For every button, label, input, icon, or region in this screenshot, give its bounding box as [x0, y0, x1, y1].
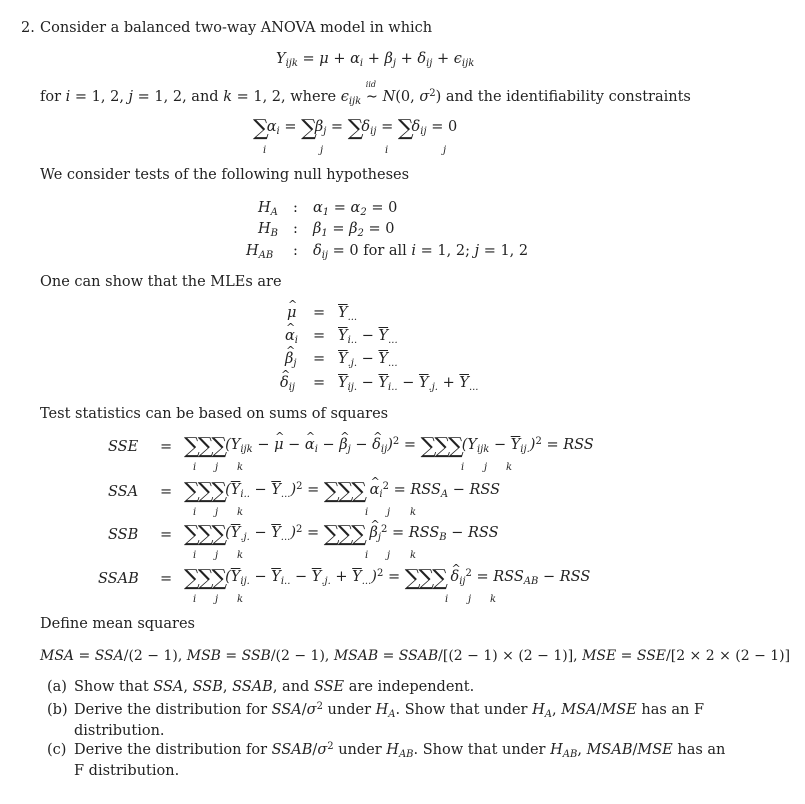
- ss-equals: =: [160, 439, 173, 455]
- hypothesis-name: $H_B$: [258, 221, 279, 239]
- mle-lhs: ^ $\delta_{ij}$: [280, 376, 295, 393]
- sum-index: i: [365, 507, 369, 518]
- ss-name: SSB: [108, 527, 139, 543]
- ss-equals: =: [160, 571, 173, 587]
- mle-rhs: $\overline{Y}_{...}$: [338, 305, 358, 323]
- sum-index: i: [193, 462, 197, 473]
- ss-expression: $\sum\sum\sum(\overline{Y}_{i..} - \overline{Y}_{...})^2$ = ∑∑∑ ^ $\alpha_i^2 = RSS_A$ − RSS: [184, 481, 500, 503]
- sum-index: j: [387, 550, 391, 561]
- ss-name: SSE: [108, 439, 139, 455]
- sum-index: j: [387, 507, 391, 518]
- part-text: Derive the distribution for SSA/$\sigma^2$ under $H_A$. Show that under $H_A$, MSA/MSE has an F distribution.: [74, 701, 705, 739]
- mle-lhs: ^ μ: [287, 306, 296, 321]
- sum-index: i: [263, 145, 267, 156]
- ss-name: SSA: [108, 484, 139, 500]
- hypothesis-name: $H_{AB}$: [246, 243, 274, 261]
- part-label: (a): [47, 679, 67, 695]
- model-equation: $Y_{ijk} = \mu + \alpha_i + \beta_j + \delta_{ij} + \epsilon_{ijk}$: [276, 51, 475, 69]
- mle-intro: One can show that the MLEs are: [40, 274, 282, 290]
- mle-equals: =: [313, 328, 326, 344]
- sum-index: i: [461, 462, 465, 473]
- part-label: (c): [47, 742, 67, 758]
- ss-expression: $\sum\sum\sum(Y_{ijk}$ − ^ μ − ^ $\alpha_i$ − ^ $\beta_j$ − ^ $\delta_{ij})^2 = \sum\sum\sum(Y_{ijk} - \overline{Y}_{ij.})^2$ = RSS: [184, 436, 594, 458]
- ss-name: SSAB: [98, 571, 139, 587]
- mean-squares-equation: MSA = SSA/(2 − 1), MSB = SSB/(2 − 1), MSAB = SSAB/[(2 − 1) × (2 − 1)], MSE = SSE/[2 × 2 × (2 − 1)]: [40, 648, 791, 664]
- ss-expression: $\sum\sum\sum(\overline{Y}_{ij.} - \overline{Y}_{i..} - \overline{Y}_{.j.} + \overline{Y}_{...})^2$ = ∑∑∑ ^ $\delta_{ij}^2 = RSS_{AB}$ − RSS: [184, 568, 590, 590]
- hypothesis-name: $H_A$: [258, 200, 278, 218]
- hypothesis-sep: :: [293, 243, 298, 259]
- sum-index: i: [385, 145, 389, 156]
- sum-index: k: [237, 462, 244, 473]
- sum-index: j: [320, 145, 324, 156]
- index-ranges-text: for i = 1, 2, j = 1, 2, and k = 1, 2, where $\epsilon_{ijk}$ iid ∼ N(0, $\sigma^2$) and the identifiability constraints: [40, 80, 691, 107]
- sum-index: j: [484, 462, 488, 473]
- part-text: Show that SSA, SSB, SSAB, and SSE are independent.: [74, 679, 475, 695]
- problem-number: 2.: [21, 20, 35, 36]
- sum-index: j: [215, 594, 219, 605]
- sum-index: i: [193, 507, 197, 518]
- hypothesis-statement: $\beta_1 = \beta_2 = 0$: [313, 221, 395, 239]
- ss-intro: Test statistics can be based on sums of squares: [40, 406, 389, 422]
- sum-index: j: [215, 550, 219, 561]
- sum-index: k: [237, 594, 244, 605]
- sum-index: k: [410, 507, 417, 518]
- hypothesis-statement: $\alpha_1 = \alpha_2 = 0$: [313, 200, 398, 218]
- mle-equals: =: [313, 305, 326, 321]
- mle-lhs: ^ $\alpha_i$: [285, 329, 298, 346]
- sum-index: i: [193, 594, 197, 605]
- sum-index: k: [237, 550, 244, 561]
- hypothesis-statement: $\delta_{ij} = 0$ for all i = 1, 2; j = 1, 2: [313, 243, 529, 261]
- sum-index: j: [468, 594, 472, 605]
- sum-index: k: [410, 550, 417, 561]
- sum-index: i: [365, 550, 369, 561]
- hypothesis-sep: :: [293, 200, 298, 216]
- constraints-equation: $\sum\alpha_i = \sum\beta_j = \sum\delta_{ij} = \sum\delta_{ij} = 0$: [253, 116, 458, 141]
- ss-equals: =: [160, 484, 173, 500]
- sum-index: j: [215, 507, 219, 518]
- mle-rhs: $\overline{Y}_{i..} - \overline{Y}_{...}$: [338, 328, 398, 346]
- part-label: (b): [47, 702, 68, 718]
- mle-equals: =: [313, 375, 326, 391]
- ss-equals: =: [160, 527, 173, 543]
- ss-expression: $\sum\sum\sum(\overline{Y}_{.j.} - \overline{Y}_{...})^2$ = ∑∑∑ ^ $\beta_j^2 = RSS_B$ − RSS: [184, 524, 499, 546]
- mle-lhs: ^ $\beta_j$: [285, 352, 297, 369]
- mle-equals: =: [313, 351, 326, 367]
- sum-index: j: [443, 145, 447, 156]
- ms-intro: Define mean squares: [40, 616, 195, 632]
- problem-intro: Consider a balanced two-way ANOVA model in which: [40, 20, 433, 36]
- sum-index: k: [490, 594, 497, 605]
- mle-rhs: $\overline{Y}_{.j.} - \overline{Y}_{...}$: [338, 351, 398, 369]
- mle-rhs: $\overline{Y}_{ij.} - \overline{Y}_{i..} - \overline{Y}_{.j.} + \overline{Y}_{...}$: [338, 375, 479, 393]
- sum-index: k: [237, 507, 244, 518]
- sum-index: k: [506, 462, 513, 473]
- part-text: Derive the distribution for SSAB/$\sigma^2$ under $H_{AB}$. Show that under $H_{AB}$, MSAB/MSE has an F distribution.: [74, 741, 726, 779]
- sum-index: j: [215, 462, 219, 473]
- sum-index: i: [193, 550, 197, 561]
- tests-intro: We consider tests of the following null hypotheses: [40, 167, 410, 183]
- sum-index: i: [445, 594, 449, 605]
- hypothesis-sep: :: [293, 221, 298, 237]
